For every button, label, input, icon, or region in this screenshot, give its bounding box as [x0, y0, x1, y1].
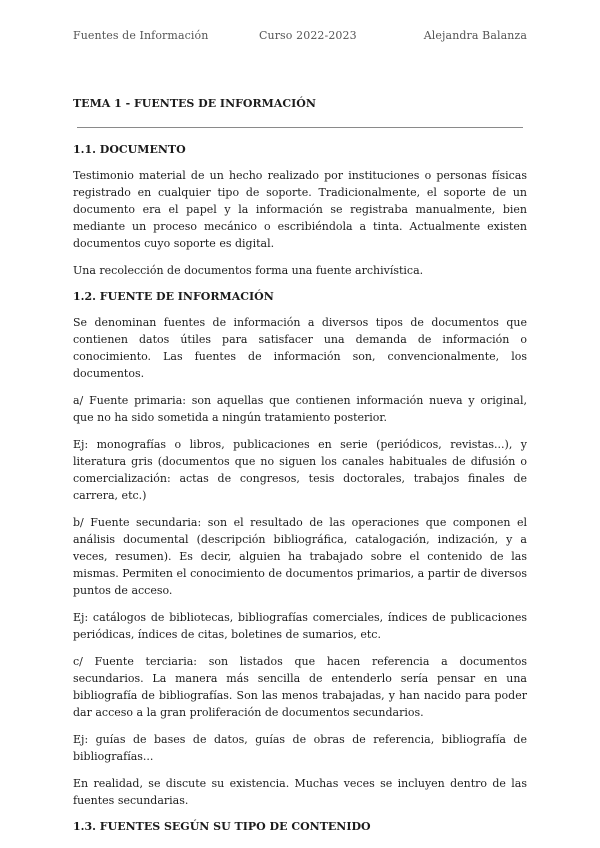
- paragraph: Una recolección de documentos forma una fuente archivística.: [73, 264, 424, 277]
- paragraph: Ej: monografías o libros, publicaciones en serie (periódicos, revistas...), y literatura gris (documentos que no siguen los canales habituales de difusión o comercialización: actas de congresos, tesis doctorales, trabajos finales de carrera, etc.): [73, 438, 527, 502]
- header-author: Alejandra Balanza: [423, 29, 527, 42]
- paragraph: b/ Fuente secundaria: son el resultado de las operaciones que componen el análisis documental (descripción bibliográfica, catalogación, indización, y a veces, resumen). Es decir, alguien ha trabajado sobre el contenido de las mismas. Permiten el conocimiento de documentos primarios, a partir de diversos puntos de acceso.: [73, 516, 527, 597]
- paragraph: Se denominan fuentes de información a diversos tipos de documentos que contienen datos útiles para satisfacer una demanda de información o conocimiento. Las fuentes de información son, convencionalmente, los documentos.: [73, 316, 527, 380]
- paragraph: c/ Fuente terciaria: son listados que hacen referencia a documentos secundarios. La manera más sencilla de entenderlo sería pensar en una bibliografía de bibliografías. Son las menos trabajadas, y han nacido para poder dar acceso a la gran proliferación de documentos secundarios.: [73, 655, 527, 719]
- paragraph: Ej: catálogos de bibliotecas, bibliografías comerciales, índices de publicaciones periódicas, índices de citas, boletines de sumarios, etc.: [73, 611, 527, 641]
- page-header: [73, 29, 527, 45]
- paragraph: a/ Fuente primaria: son aquellas que contienen información nueva y original, que no ha sido sometida a ningún tratamiento posterior.: [73, 394, 527, 424]
- section-heading-documento: 1.1. DOCUMENTO: [73, 143, 186, 156]
- paragraph: En realidad, se discute su existencia. Muchas veces se incluyen dentro de las fuentes secundarias.: [73, 777, 527, 807]
- section-heading-fuentes-segun-contenido: 1.3. FUENTES SEGÚN SU TIPO DE CONTENIDO: [73, 820, 371, 833]
- paragraph: Ej: guías de bases de datos, guías de obras de referencia, bibliografía de bibliografías...: [73, 733, 527, 763]
- section-heading-fuente-de-informacion: 1.2. FUENTE DE INFORMACIÓN: [73, 290, 274, 303]
- paragraph: Testimonio material de un hecho realizado por instituciones o personas físicas registrado en cualquier tipo de soporte. Tradicionalmente, el soporte de un documento era el papel y la información se registraba manualmente, bien mediante un proceso mecánico o escribiéndola a tinta. Actualmente existen documentos cuyo soporte es digital.: [73, 169, 527, 250]
- header-course-name: Fuentes de Información: [73, 29, 209, 42]
- document-title: TEMA 1 - FUENTES DE INFORMACIÓN: [73, 97, 316, 110]
- title-divider: [77, 127, 523, 128]
- header-course-year: Curso 2022-2023: [259, 29, 357, 42]
- document-body: [73, 96, 527, 835]
